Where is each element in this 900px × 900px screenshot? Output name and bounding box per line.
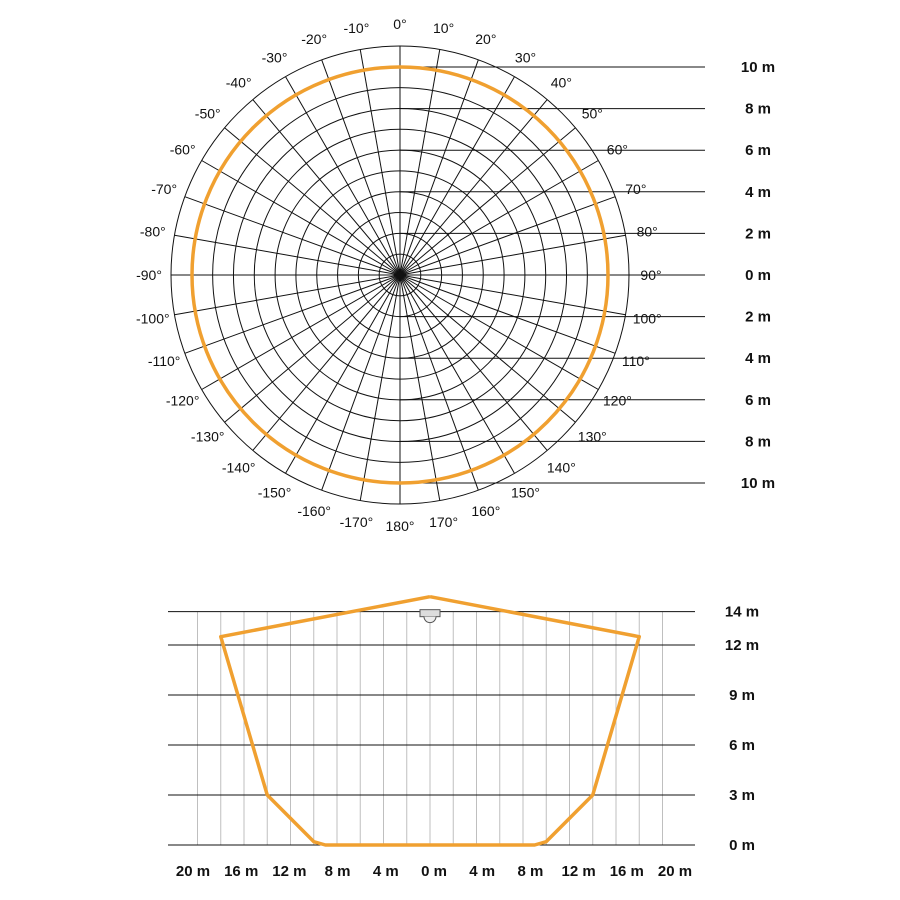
angle-label: 0° [393,16,407,32]
angle-label: -110° [147,352,181,369]
angle-label: -80° [139,223,166,240]
height-labels [725,604,759,854]
height-label: 6 m [729,737,755,754]
width-label: 4 m [372,863,399,880]
distance-label: 10 m [740,475,776,492]
width-label: 0 m [421,863,447,880]
angle-label: 40° [550,74,572,91]
angle-label: -50° [194,105,221,122]
angle-label: -170° [339,514,374,531]
angle-label: -130° [190,428,225,445]
angle-label: -20° [301,31,328,48]
side-view-coverage-chart [168,597,759,880]
angle-label: 180° [385,518,415,534]
angle-label: 150° [511,484,540,501]
angle-label: 30° [514,49,537,66]
width-label: 12 m [561,863,596,880]
angle-label: 140° [546,459,576,476]
height-label: 0 m [729,837,755,854]
sensor-lens [424,617,436,623]
angle-label: 90° [640,267,662,283]
width-labels [176,863,692,880]
width-label: 16 m [224,863,259,880]
distance-label: 10 m [740,59,776,76]
distance-label: 8 m [745,433,771,451]
angle-label: 70° [625,181,647,198]
distance-label: 2 m [745,308,771,326]
angle-label: 100° [632,310,662,327]
polar-coverage-chart [136,16,775,534]
angle-label: -40° [225,74,252,91]
height-label: 9 m [729,687,755,704]
angle-label: 110° [621,352,650,369]
width-label: 4 m [469,863,496,880]
distance-label: 2 m [745,225,771,243]
width-label: 12 m [272,863,307,880]
angle-label: -140° [221,459,256,476]
width-label: 20 m [657,863,693,880]
distance-label: 4 m [745,350,771,368]
angle-label: -10° [343,19,370,36]
distance-label: 8 m [745,100,771,118]
angle-label: -150° [257,484,292,501]
angle-label: -100° [135,310,170,327]
angle-label: 10° [433,19,455,36]
sensor-icon [420,610,440,623]
angle-label: 50° [581,105,603,122]
distance-label: 4 m [745,183,771,201]
angle-label: -160° [297,502,331,519]
angle-label: 60° [606,141,628,158]
angle-label: 160° [471,502,501,519]
height-label: 3 m [729,787,755,804]
width-label: 16 m [609,863,644,880]
angle-label: -60° [169,141,196,158]
angle-label: -70° [151,181,178,198]
angle-label: 20° [475,31,497,48]
distance-label: 6 m [745,391,771,409]
height-label: 12 m [724,637,760,654]
width-label: 20 m [175,863,211,880]
width-label: 8 m [324,863,351,880]
angle-label: 130° [577,428,607,445]
height-label: 14 m [724,603,760,621]
angle-label: -90° [136,267,162,283]
width-label: 8 m [517,863,544,880]
distance-label: 6 m [745,142,771,160]
distance-labels [741,59,775,492]
angle-label: -30° [261,49,288,66]
angle-label: 80° [636,223,658,240]
angle-label: -120° [165,392,200,409]
angle-label: 170° [429,514,459,531]
angle-label: 120° [602,392,632,409]
sensor-body [420,610,440,617]
distance-label: 0 m [745,267,771,284]
